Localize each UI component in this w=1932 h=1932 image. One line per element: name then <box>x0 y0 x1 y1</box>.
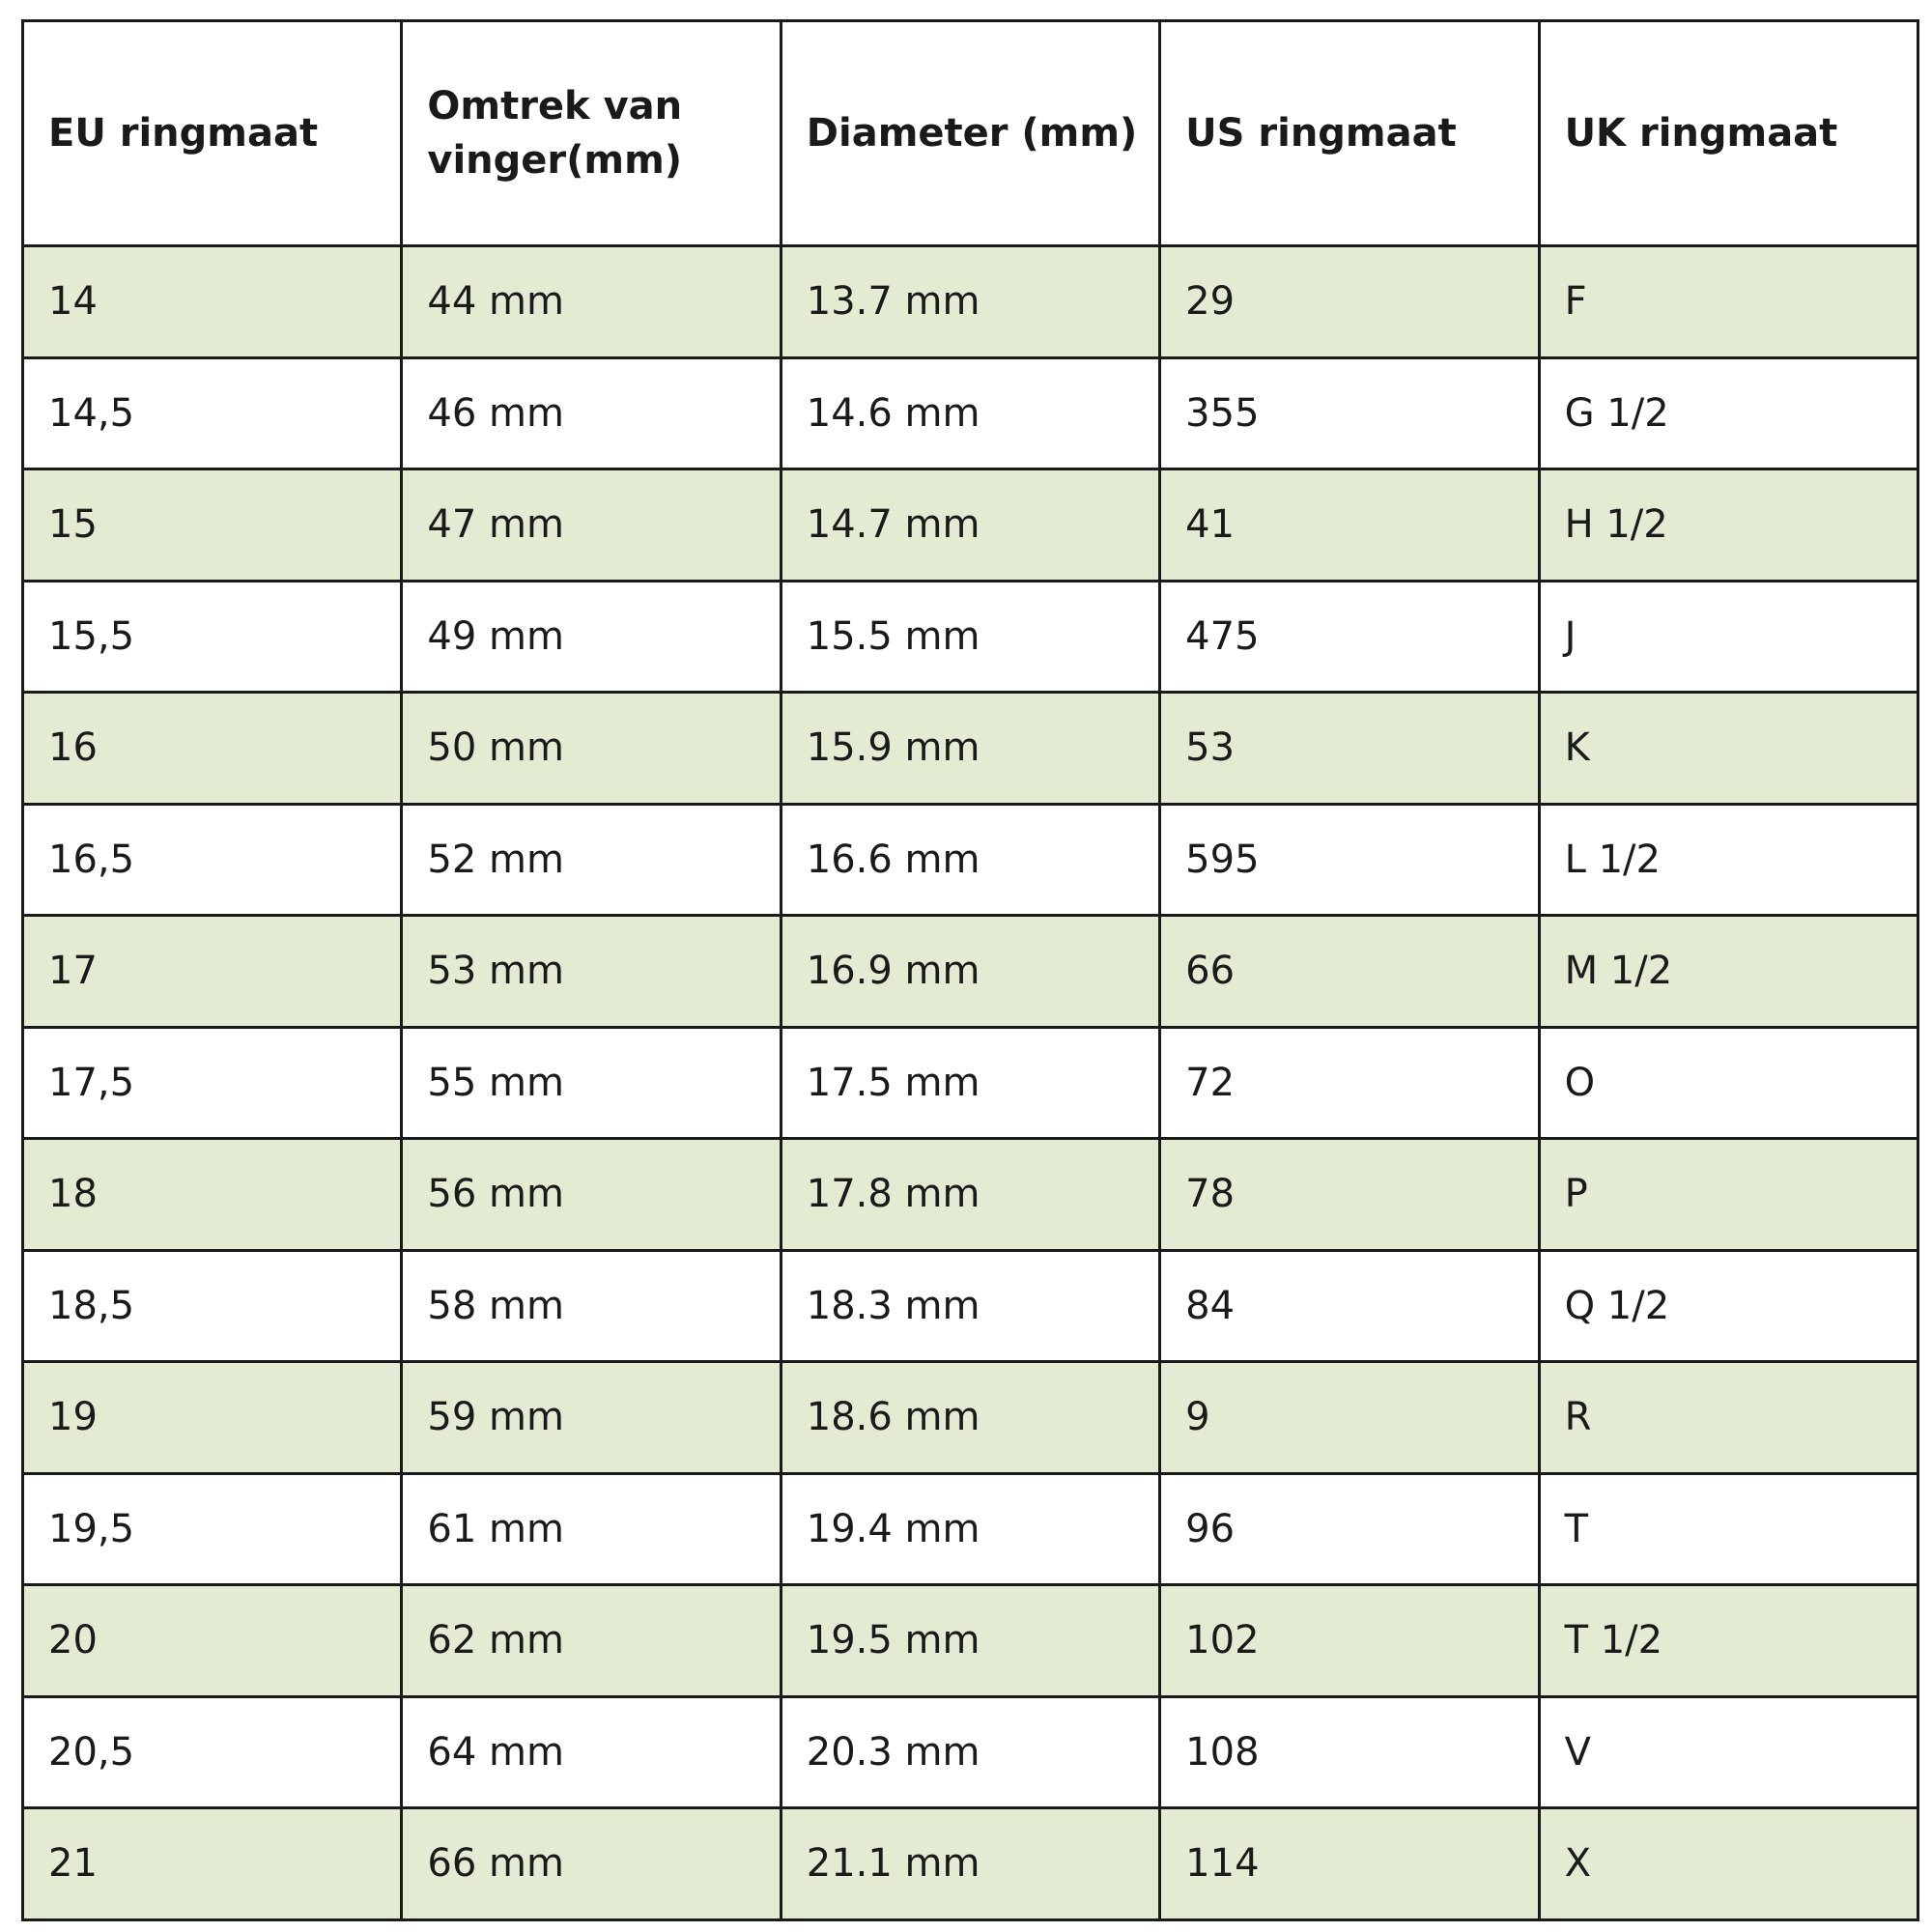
us-size-cell: 9 <box>1160 1362 1539 1474</box>
diameter-cell: 19.4 mm <box>781 1473 1159 1585</box>
eu-size-cell: 19,5 <box>23 1473 402 1585</box>
circumference-cell: 64 mm <box>402 1696 781 1808</box>
table-row <box>23 693 1918 805</box>
ring-size-table-container <box>21 19 1917 1921</box>
uk-size-cell: P <box>1539 1139 1918 1251</box>
us-size-cell: 475 <box>1160 581 1539 693</box>
circumference-cell: 56 mm <box>402 1139 781 1251</box>
table-body <box>23 246 1918 1920</box>
uk-size-cell: F <box>1539 246 1918 358</box>
uk-size-cell: K <box>1539 693 1918 805</box>
uk-size-cell: V <box>1539 1696 1918 1808</box>
circumference-cell: 62 mm <box>402 1585 781 1697</box>
eu-size-cell: 21 <box>23 1808 402 1920</box>
uk-size-cell: O <box>1539 1027 1918 1139</box>
header-omtrek-van-vinger: Omtrek van vinger(mm) <box>402 21 781 246</box>
uk-size-cell: X <box>1539 1808 1918 1920</box>
us-size-cell: 29 <box>1160 246 1539 358</box>
table-row <box>23 1696 1918 1808</box>
header-eu-ringmaat: EU ringmaat <box>23 21 402 246</box>
diameter-cell: 14.6 mm <box>781 357 1159 469</box>
header-diameter: Diameter (mm) <box>781 21 1159 246</box>
diameter-cell: 17.8 mm <box>781 1139 1159 1251</box>
us-size-cell: 108 <box>1160 1696 1539 1808</box>
table-row <box>23 1362 1918 1474</box>
circumference-cell: 59 mm <box>402 1362 781 1474</box>
eu-size-cell: 19 <box>23 1362 402 1474</box>
us-size-cell: 102 <box>1160 1585 1539 1697</box>
diameter-cell: 17.5 mm <box>781 1027 1159 1139</box>
table-header <box>23 21 1918 246</box>
us-size-cell: 53 <box>1160 693 1539 805</box>
uk-size-cell: R <box>1539 1362 1918 1474</box>
us-size-cell: 114 <box>1160 1808 1539 1920</box>
table-row <box>23 1585 1918 1697</box>
diameter-cell: 19.5 mm <box>781 1585 1159 1697</box>
table-row <box>23 1473 1918 1585</box>
eu-size-cell: 18,5 <box>23 1250 402 1362</box>
eu-size-cell: 17 <box>23 916 402 1028</box>
diameter-cell: 15.5 mm <box>781 581 1159 693</box>
table-row <box>23 581 1918 693</box>
us-size-cell: 355 <box>1160 357 1539 469</box>
diameter-cell: 15.9 mm <box>781 693 1159 805</box>
circumference-cell: 61 mm <box>402 1473 781 1585</box>
eu-size-cell: 15 <box>23 469 402 582</box>
us-size-cell: 66 <box>1160 916 1539 1028</box>
table-row <box>23 246 1918 358</box>
circumference-cell: 44 mm <box>402 246 781 358</box>
ring-size-table <box>21 19 1919 1921</box>
header-uk-ringmaat: UK ringmaat <box>1539 21 1918 246</box>
uk-size-cell: H 1/2 <box>1539 469 1918 582</box>
table-row <box>23 1139 1918 1251</box>
header-us-ringmaat: US ringmaat <box>1160 21 1539 246</box>
us-size-cell: 72 <box>1160 1027 1539 1139</box>
uk-size-cell: G 1/2 <box>1539 357 1918 469</box>
table-row <box>23 1250 1918 1362</box>
us-size-cell: 96 <box>1160 1473 1539 1585</box>
diameter-cell: 20.3 mm <box>781 1696 1159 1808</box>
uk-size-cell: M 1/2 <box>1539 916 1918 1028</box>
header-row <box>23 21 1918 246</box>
eu-size-cell: 20 <box>23 1585 402 1697</box>
diameter-cell: 14.7 mm <box>781 469 1159 582</box>
us-size-cell: 84 <box>1160 1250 1539 1362</box>
us-size-cell: 41 <box>1160 469 1539 582</box>
uk-size-cell: T <box>1539 1473 1918 1585</box>
uk-size-cell: T 1/2 <box>1539 1585 1918 1697</box>
diameter-cell: 18.3 mm <box>781 1250 1159 1362</box>
uk-size-cell: J <box>1539 581 1918 693</box>
circumference-cell: 58 mm <box>402 1250 781 1362</box>
circumference-cell: 53 mm <box>402 916 781 1028</box>
circumference-cell: 55 mm <box>402 1027 781 1139</box>
diameter-cell: 16.6 mm <box>781 804 1159 916</box>
table-row <box>23 357 1918 469</box>
circumference-cell: 50 mm <box>402 693 781 805</box>
circumference-cell: 47 mm <box>402 469 781 582</box>
uk-size-cell: Q 1/2 <box>1539 1250 1918 1362</box>
table-row <box>23 469 1918 582</box>
diameter-cell: 18.6 mm <box>781 1362 1159 1474</box>
table-row <box>23 804 1918 916</box>
eu-size-cell: 17,5 <box>23 1027 402 1139</box>
eu-size-cell: 18 <box>23 1139 402 1251</box>
eu-size-cell: 20,5 <box>23 1696 402 1808</box>
eu-size-cell: 16,5 <box>23 804 402 916</box>
eu-size-cell: 14 <box>23 246 402 358</box>
eu-size-cell: 14,5 <box>23 357 402 469</box>
us-size-cell: 78 <box>1160 1139 1539 1251</box>
eu-size-cell: 16 <box>23 693 402 805</box>
circumference-cell: 52 mm <box>402 804 781 916</box>
uk-size-cell: L 1/2 <box>1539 804 1918 916</box>
table-row <box>23 1027 1918 1139</box>
circumference-cell: 66 mm <box>402 1808 781 1920</box>
circumference-cell: 49 mm <box>402 581 781 693</box>
us-size-cell: 595 <box>1160 804 1539 916</box>
diameter-cell: 16.9 mm <box>781 916 1159 1028</box>
eu-size-cell: 15,5 <box>23 581 402 693</box>
diameter-cell: 21.1 mm <box>781 1808 1159 1920</box>
table-row <box>23 1808 1918 1920</box>
table-row <box>23 916 1918 1028</box>
diameter-cell: 13.7 mm <box>781 246 1159 358</box>
circumference-cell: 46 mm <box>402 357 781 469</box>
